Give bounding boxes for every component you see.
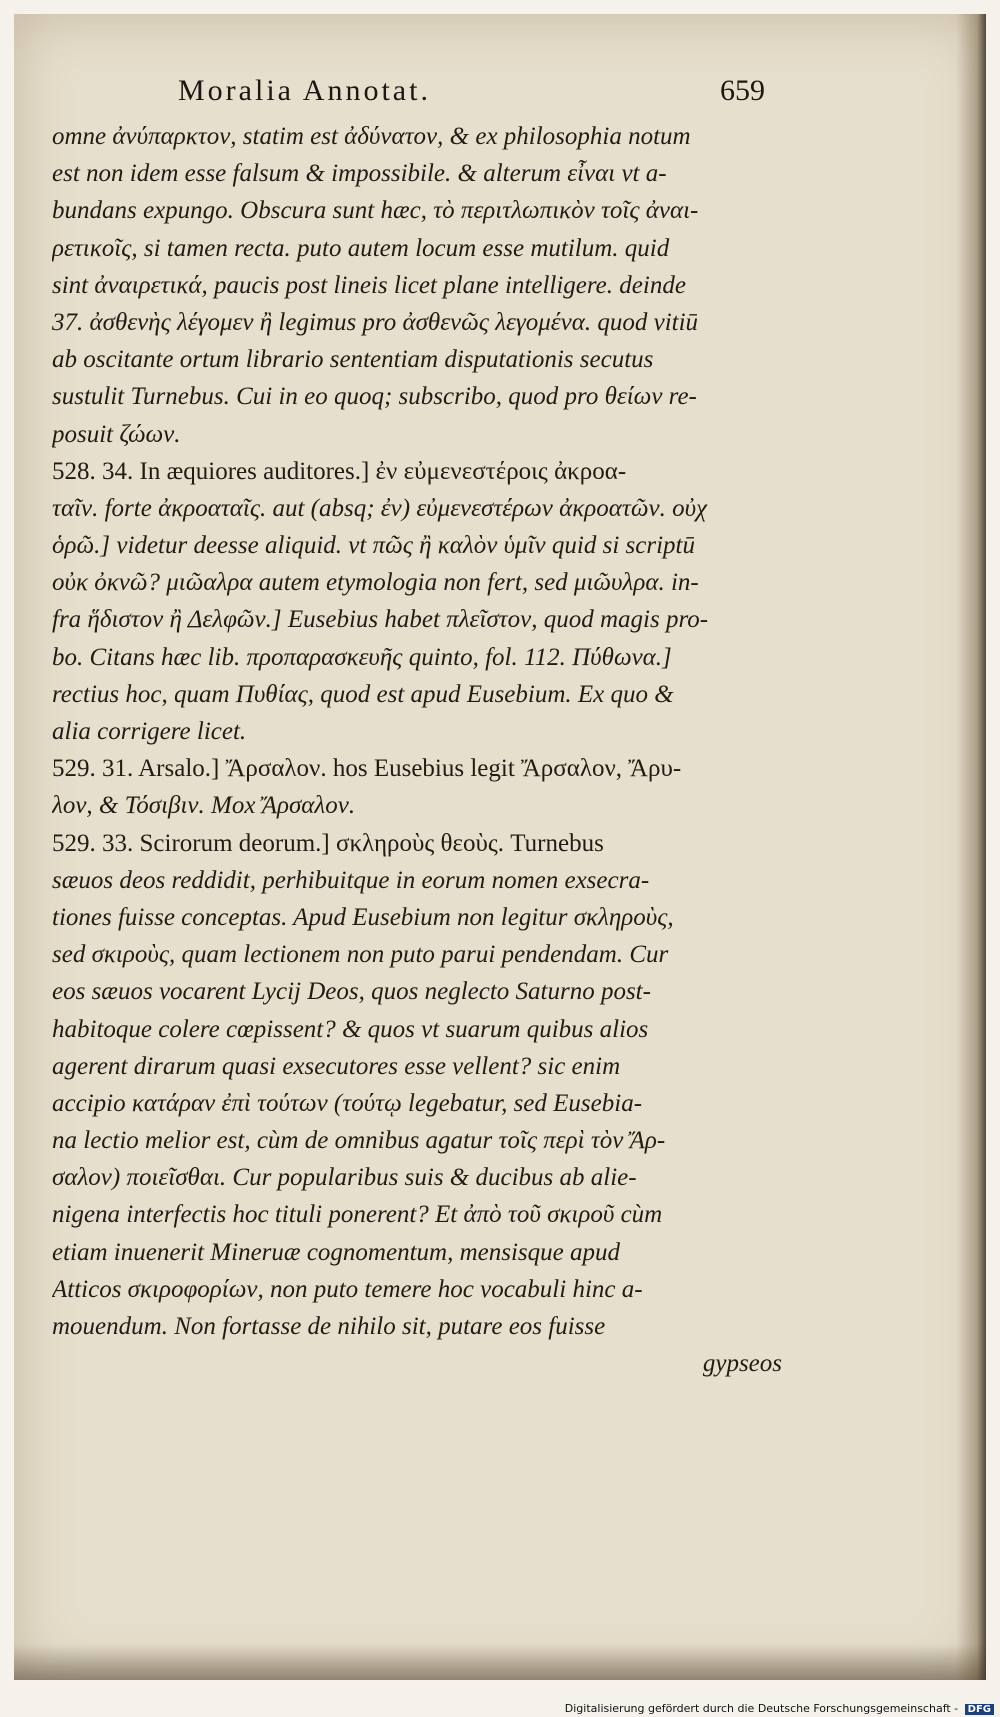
- page-number: 659: [720, 74, 765, 107]
- catchword: gypseos: [702, 1350, 782, 1378]
- text-line: sed σκιροὺς, quam lectionem non puto parui pendendam. Cur: [52, 941, 669, 969]
- text-line: na lectio melior est, cùm de omnibus agatur τοῖς περὶ τὸν Ἄρ-: [52, 1127, 666, 1155]
- book-page: [14, 14, 986, 1680]
- text-line: bo. Citans hæc lib. προπαρασκευῆς quinto, fol. 112. Πύθωνα.]: [52, 643, 672, 671]
- text-line: ὁρῶ.] videtur deesse aliquid. vt πῶς ἢ καλὸν ὑμῖν quid si scriptū: [52, 532, 695, 560]
- text-line: posuit ζώων.: [52, 420, 181, 448]
- credit-text: Digitalisierung gefördert durch die Deutsche Forschungsgemeinschaft -: [564, 1702, 959, 1715]
- dfg-logo-icon: DFG: [965, 1704, 994, 1715]
- entry-529-31: 529. 31. Arsalo.] Ἄρσαλον. hos Eusebius legit Ἄρσαλον, Ἄρυ-: [52, 755, 682, 783]
- text-line: 37. ἀσθενὴς λέγομεν ἢ legimus pro ἀσθενῶς λεγομένα. quod vitiū: [52, 308, 699, 336]
- text-line: ρετικοῖς, si tamen recta. puto autem locum esse mutilum. quid: [52, 234, 670, 262]
- text-line: alia corrigere licet.: [52, 718, 247, 745]
- text-line: habitoque colere cœpissent? & quos vt suarum quibus alios: [52, 1015, 649, 1043]
- annotation-text: [52, 118, 782, 1382]
- text-line: Atticos σκιροφορίων, non puto temere hoc vocabuli hinc a-: [52, 1275, 643, 1303]
- text-line: sæuos deos reddidit, perhibuitque in eorum nomen exsecra-: [52, 866, 650, 894]
- text-line: est non idem esse falsum & impossibile. & alterum εἶναι vt a-: [52, 160, 667, 188]
- text-line: λον, & Τόσιβιν. Mox Ἄρσαλον.: [52, 792, 356, 820]
- text-line: ab oscitante ortum librario sententiam disputationis secutus: [52, 346, 654, 374]
- text-line: ταῖν. forte ἀκροαταῖς. aut (absq; ἐν) εὐμενεστέρων ἀκροατῶν. οὐχ: [52, 494, 708, 522]
- text-line: agerent dirarum quasi exsecutores esse vellent? sic enim: [52, 1052, 621, 1080]
- text-line: sint ἀναιρετικά, paucis post lineis licet plane intelligere. deinde: [52, 271, 686, 299]
- text-line: sustulit Turnebus. Cui in eo quoq; subscribo, quod pro θείων re-: [52, 383, 697, 411]
- page-edge-shadow-bottom: [14, 1644, 986, 1680]
- text-line: nigena interfectis hoc tituli ponerent? Et ἀπὸ τοῦ σκιροῦ cùm: [52, 1201, 663, 1229]
- page-edge-shadow-right: [956, 14, 986, 1680]
- text-line: bundans expungo. Obscura sunt hæc, τὸ περιτλωπικὸν τοῖς ἀναι-: [52, 197, 699, 225]
- entry-528-34: 528. 34. In æquiores auditores.] ἐν εὐμενεστέροις ἀκροα-: [52, 457, 627, 485]
- text-line: rectius hoc, quam Πυθίας, quod est apud Eusebium. Ex quo &: [52, 680, 674, 708]
- text-line: σαλον) ποιεῖσθαι. Cur popularibus suis & ducibus ab alie-: [52, 1164, 637, 1192]
- text-line: omne ἀνύπαρκτον, statim est ἀδύνατον, & ex philosophia notum: [52, 123, 691, 150]
- text-line: tiones fuisse conceptas. Apud Eusebium non legitur σκληροὺς,: [52, 903, 674, 931]
- digitization-credit: [565, 1702, 994, 1715]
- running-head: Moralia Annotat.: [178, 74, 431, 107]
- entry-529-33: 529. 33. Scirorum deorum.] σκληροὺς θεοὺς. Turnebus: [52, 829, 604, 857]
- text-line: mouendum. Non fortasse de nihilo sit, putare eos fuisse: [52, 1313, 606, 1340]
- text-line: etiam inuenerit Mineruæ cognomentum, mensisque apud: [52, 1238, 620, 1266]
- text-line: eos sæuos vocarent Lycij Deos, quos neglecto Saturno post-: [52, 978, 651, 1006]
- text-line: οὐκ ὀκνῶ? μιῶαλρα autem etymologia non fert, sed μιῶυλρα. in-: [52, 569, 699, 597]
- text-line: accipio κατάραν ἐπὶ τούτων (τούτῳ legebatur, sed Eusebia-: [52, 1089, 643, 1117]
- text-line: fra ἥδιστον ἢ Δελφῶν.] Eusebius habet πλεῖστον, quod magis pro-: [52, 606, 709, 634]
